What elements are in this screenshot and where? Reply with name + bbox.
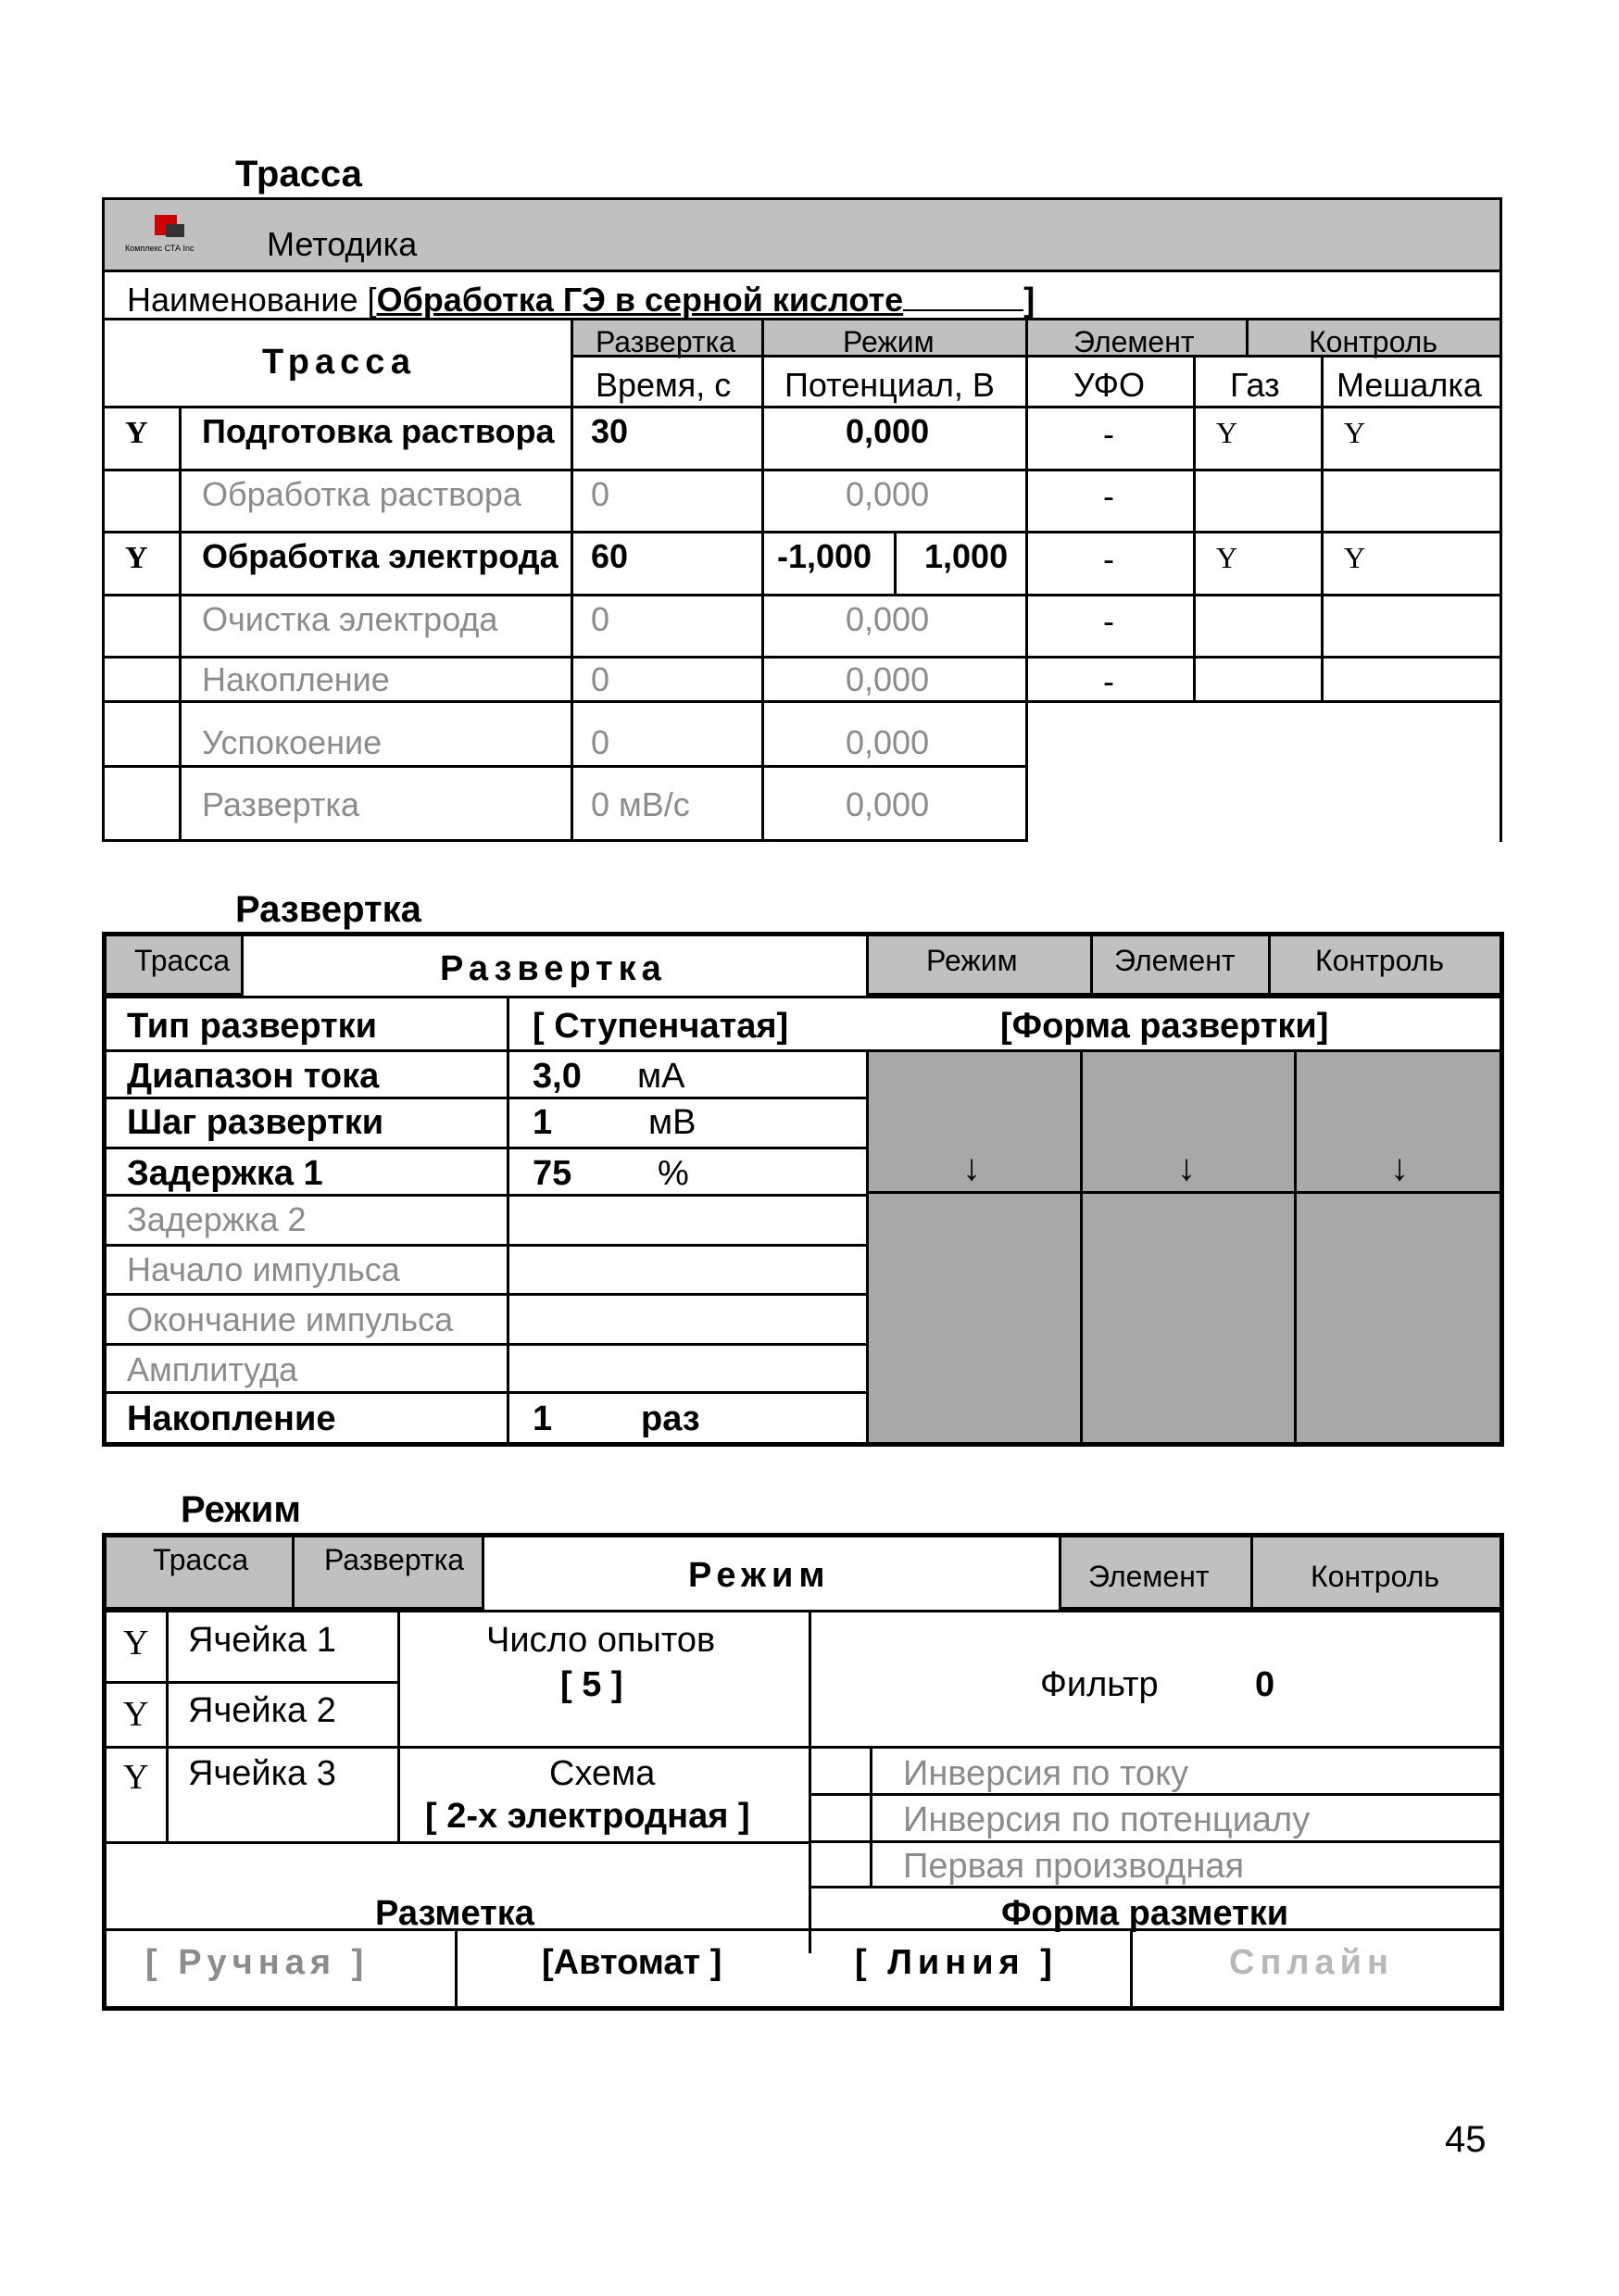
param-unit: мВ bbox=[648, 1103, 697, 1142]
trassa-table-title: Трасса bbox=[262, 343, 416, 382]
row-ufo[interactable]: - bbox=[1103, 477, 1114, 515]
sweep-type-label: Тип развертки bbox=[127, 1007, 378, 1046]
sweep-type-select[interactable]: [ Ступенчатая] bbox=[533, 1007, 789, 1046]
row-potential[interactable]: 0,000 bbox=[846, 723, 930, 761]
row-potential[interactable]: 0,000 bbox=[846, 600, 930, 638]
row-name: Очистка электрода bbox=[202, 600, 498, 638]
name-close-bracket: ] bbox=[1023, 281, 1035, 319]
cell-checkbox[interactable]: Y bbox=[123, 1624, 149, 1662]
markup-form-label: Форма разметки bbox=[1001, 1894, 1289, 1933]
row-potential-end[interactable]: 1,000 bbox=[924, 537, 1009, 575]
sweep-form-label: [Форма развертки] bbox=[1000, 1007, 1329, 1046]
row-mixer[interactable]: Y bbox=[1344, 541, 1366, 574]
param-label: Задержка 1 bbox=[127, 1154, 323, 1193]
metodika-label: Методика bbox=[267, 225, 418, 263]
param-value[interactable]: 1 bbox=[533, 1399, 553, 1438]
param-value[interactable]: 3,0 bbox=[533, 1057, 582, 1096]
method-name-field[interactable]: Обработка ГЭ в серной кислоте bbox=[376, 281, 904, 319]
arrow-down-icon[interactable]: ↓ bbox=[1177, 1148, 1196, 1188]
razvertka-window bbox=[102, 932, 1504, 1447]
col-time: Время, с bbox=[596, 366, 732, 404]
line-button[interactable]: [ Линия ] bbox=[855, 1943, 1058, 1982]
tab-kontrol[interactable]: Контроль bbox=[1311, 1560, 1439, 1593]
auto-button[interactable]: [Автомат ] bbox=[542, 1943, 722, 1982]
logo-text: Комплекс СТА Inc bbox=[125, 244, 195, 253]
row-name: Обработка электрода bbox=[202, 537, 558, 575]
col-mixer: Мешалка bbox=[1337, 366, 1482, 404]
row-name: Накопление bbox=[202, 660, 390, 698]
row-time[interactable]: 0 bbox=[591, 475, 610, 513]
param-unit: мА bbox=[637, 1057, 685, 1096]
window-title: Развертка bbox=[440, 949, 667, 988]
tab-trassa-label: Трасса bbox=[134, 944, 231, 977]
row-ufo[interactable]: - bbox=[1103, 602, 1114, 640]
arrow-down-icon[interactable]: ↓ bbox=[1390, 1148, 1409, 1188]
name-label: Наименование [ bbox=[127, 281, 377, 319]
row-potential[interactable]: 0,000 bbox=[846, 475, 930, 513]
cell-label: Ячейка 2 bbox=[188, 1691, 336, 1730]
row-time[interactable]: 60 bbox=[591, 537, 629, 575]
param-label: Шаг развертки bbox=[127, 1103, 384, 1142]
row-ufo[interactable]: - bbox=[1103, 415, 1114, 453]
experiments-value[interactable]: [ 5 ] bbox=[560, 1665, 623, 1704]
page-number: 45 bbox=[1445, 2119, 1487, 2160]
cell-label: Ячейка 3 bbox=[188, 1754, 336, 1793]
filter-value[interactable]: 0 bbox=[1255, 1665, 1275, 1704]
scheme-label: Схема bbox=[549, 1754, 656, 1793]
col-potential: Потенциал, В bbox=[784, 366, 995, 404]
cell-checkbox[interactable]: Y bbox=[123, 1695, 149, 1734]
row-name: Успокоение bbox=[202, 723, 383, 761]
row-time[interactable]: 0 мВ/с bbox=[591, 785, 690, 823]
param-label: Амплитуда bbox=[127, 1350, 298, 1388]
row-potential-start[interactable]: -1,000 bbox=[777, 537, 872, 575]
arrow-down-icon[interactable]: ↓ bbox=[962, 1148, 981, 1188]
experiments-label: Число опытов bbox=[486, 1621, 716, 1660]
param-label: Задержка 2 bbox=[127, 1200, 307, 1238]
row-ufo[interactable]: - bbox=[1103, 540, 1114, 578]
tab-trassa[interactable]: Трасса bbox=[153, 1543, 249, 1576]
row-checkbox[interactable]: Y bbox=[125, 416, 148, 450]
row-time[interactable]: 30 bbox=[591, 412, 629, 450]
cell-checkbox[interactable]: Y bbox=[123, 1758, 149, 1797]
param-label: Начало импульса bbox=[127, 1250, 400, 1288]
param-value[interactable]: 75 bbox=[533, 1154, 572, 1193]
row-name: Обработка раствора bbox=[202, 475, 521, 513]
col-gas: Газ bbox=[1230, 366, 1280, 404]
section-heading-razvertka: Развертка bbox=[235, 889, 421, 930]
tab-kontrol[interactable]: Контроль bbox=[1309, 325, 1437, 358]
tab-element[interactable]: Элемент bbox=[1073, 325, 1195, 358]
row-time[interactable]: 0 bbox=[591, 723, 610, 761]
row-potential[interactable]: 0,000 bbox=[846, 785, 930, 823]
option-potential-inversion[interactable]: Инверсия по потенциалу bbox=[903, 1800, 1311, 1839]
col-ufo: УФО bbox=[1073, 366, 1146, 404]
option-first-derivative[interactable]: Первая производная bbox=[903, 1847, 1245, 1886]
section-heading-rezhim: Режим bbox=[181, 1489, 301, 1530]
window-title: Режим bbox=[688, 1556, 831, 1595]
markup-label: Разметка bbox=[375, 1894, 534, 1933]
sweep-form-preview[interactable] bbox=[866, 1052, 1500, 1442]
row-checkbox[interactable]: Y bbox=[125, 541, 148, 575]
tab-razvertka[interactable]: Развертка bbox=[324, 1543, 465, 1576]
tab-kontrol[interactable]: Контроль bbox=[1315, 944, 1444, 977]
row-name: Подготовка раствора bbox=[202, 412, 555, 450]
tab-rezhim[interactable]: Режим bbox=[926, 944, 1018, 977]
param-label: Окончание импульса bbox=[127, 1300, 454, 1338]
tab-element[interactable]: Элемент bbox=[1088, 1560, 1210, 1593]
tab-element[interactable]: Элемент bbox=[1114, 944, 1236, 977]
row-potential[interactable]: 0,000 bbox=[846, 660, 930, 698]
param-unit: раз bbox=[641, 1399, 700, 1438]
tab-razvertka[interactable]: Развертка bbox=[596, 325, 736, 358]
row-ufo[interactable]: - bbox=[1103, 662, 1114, 700]
row-gas[interactable]: Y bbox=[1216, 416, 1238, 449]
cell-label: Ячейка 1 bbox=[188, 1621, 336, 1660]
row-time[interactable]: 0 bbox=[591, 660, 610, 698]
company-logo bbox=[125, 211, 199, 259]
manual-button[interactable]: [ Ручная ] bbox=[145, 1943, 370, 1982]
row-mixer[interactable]: Y bbox=[1344, 416, 1366, 449]
row-name: Развертка bbox=[202, 785, 359, 823]
param-label: Накопление bbox=[127, 1399, 336, 1438]
row-time[interactable]: 0 bbox=[591, 600, 610, 638]
row-gas[interactable]: Y bbox=[1216, 541, 1238, 574]
row-potential[interactable]: 0,000 bbox=[846, 412, 930, 450]
rezhim-window bbox=[102, 1533, 1504, 2011]
trassa-window bbox=[102, 197, 1502, 842]
param-value[interactable]: 1 bbox=[533, 1103, 553, 1142]
spline-button[interactable]: Сплайн bbox=[1229, 1943, 1394, 1982]
option-current-inversion[interactable]: Инверсия по току bbox=[903, 1754, 1189, 1793]
scheme-select[interactable]: [ 2-х электродная ] bbox=[425, 1797, 750, 1836]
param-label: Диапазон тока bbox=[127, 1057, 380, 1096]
section-heading-trassa: Трасса bbox=[235, 154, 362, 194]
param-unit: % bbox=[658, 1154, 689, 1193]
filter-label: Фильтр bbox=[1040, 1665, 1159, 1704]
tab-rezhim[interactable]: Режим bbox=[843, 325, 935, 358]
